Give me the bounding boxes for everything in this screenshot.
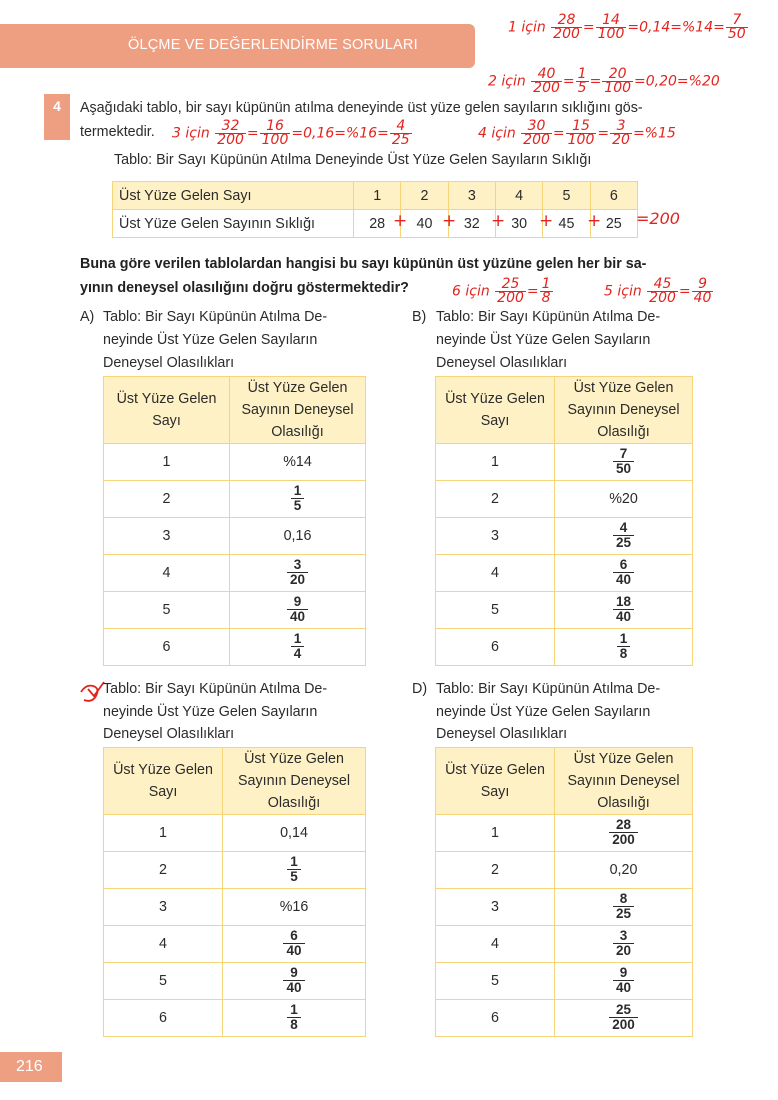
table-cell: 6 <box>104 1000 223 1037</box>
column-header-face: Üst Yüze Gelen Sayı <box>104 377 230 444</box>
table-cell: $\frac{6}{40}$ <box>555 555 693 592</box>
table-cell: 5 <box>543 182 590 210</box>
prompt-line2: yının deneysel olasılığını doğru göstermektedir? <box>80 280 409 296</box>
table-cell: 4 <box>495 182 542 210</box>
table-cell: 1 <box>436 815 555 852</box>
table-row <box>436 889 693 926</box>
table-cell: 1 <box>104 815 223 852</box>
table-cell: 1 <box>354 182 401 210</box>
option-c-table <box>103 747 366 1037</box>
table-cell: 4 <box>104 555 230 592</box>
table-row <box>436 629 693 666</box>
table-row <box>104 518 366 555</box>
table-cell: $\frac{4}{25}$ <box>555 518 693 555</box>
column-header-probability: Üst Yüze Gelen Sayının Deneysel Olasılığı <box>230 377 366 444</box>
table-row <box>436 481 693 518</box>
question-text-line2: termektedir. <box>80 124 155 140</box>
handwritten-plus: + <box>587 211 602 231</box>
table-row <box>104 592 366 629</box>
table-cell: 2 <box>104 481 230 518</box>
table-cell: $\frac{1}{5}$ <box>230 481 366 518</box>
option-c-title-line3: Deneysel Olasılıkları <box>103 726 235 742</box>
table-cell: 6 <box>436 629 555 666</box>
table-cell: $\frac{9}{40}$ <box>230 592 366 629</box>
table-cell: $\frac{8}{25}$ <box>555 889 693 926</box>
table-cell: %14 <box>230 444 366 481</box>
table-cell: 3 <box>436 889 555 926</box>
frequency-table <box>112 181 638 238</box>
table-row <box>104 852 366 889</box>
table-cell: $\frac{1}{5}$ <box>223 852 366 889</box>
table-cell: 3 <box>436 518 555 555</box>
handwritten-plus: + <box>539 211 554 231</box>
handwritten-note-5: 5 için $\frac{45}{200}$ = $\frac{9}{40}$ <box>604 276 712 306</box>
option-a-title-line2: neyinde Üst Yüze Gelen Sayıların <box>103 332 318 348</box>
table-cell: 32 <box>448 210 495 238</box>
table-cell: %20 <box>555 481 693 518</box>
table-cell: 3 <box>448 182 495 210</box>
table-row <box>436 518 693 555</box>
table-cell: 30 <box>495 210 542 238</box>
table-cell: %16 <box>223 889 366 926</box>
table-cell: $\frac{3}{20}$ <box>555 926 693 963</box>
table-cell: $\frac{9}{40}$ <box>223 963 366 1000</box>
table-cell: 6 <box>436 1000 555 1037</box>
table-row <box>436 926 693 963</box>
table-row <box>436 444 693 481</box>
section-header-banner <box>0 24 475 68</box>
table-row <box>104 889 366 926</box>
option-b-table <box>435 376 693 666</box>
table-cell: 2 <box>436 852 555 889</box>
table-row <box>104 629 366 666</box>
handwritten-plus: + <box>442 211 457 231</box>
column-header-probability: Üst Yüze Gelen Sayının Deneysel Olasılığı <box>555 748 693 815</box>
row-header-face: Üst Yüze Gelen Sayı <box>113 182 354 210</box>
row-header-frequency: Üst Yüze Gelen Sayının Sıklığı <box>113 210 354 238</box>
table-cell: $\frac{18}{40}$ <box>555 592 693 629</box>
option-c-letter[interactable] <box>82 677 97 701</box>
table-cell: $\frac{1}{8}$ <box>223 1000 366 1037</box>
option-c-title-line2: neyinde Üst Yüze Gelen Sayıların <box>103 704 318 720</box>
table-cell: 5 <box>104 592 230 629</box>
table-cell: $\frac{25}{200}$ <box>555 1000 693 1037</box>
option-b-title-line3: Deneysel Olasılıkları <box>436 355 568 371</box>
table-cell: $\frac{9}{40}$ <box>555 963 693 1000</box>
table-cell: 4 <box>104 926 223 963</box>
page-number: 216 <box>0 1052 62 1082</box>
handwritten-note-1: 1 için $\frac{28}{200}$ = $\frac{14}{100}$ =0,14=%14= $\frac{7}{50}$ <box>508 12 746 42</box>
table-cell: $\frac{3}{20}$ <box>230 555 366 592</box>
handwritten-note-6: 6 için $\frac{25}{200}$ = $\frac{1}{8}$ <box>452 276 551 306</box>
table-cell: $\frac{7}{50}$ <box>555 444 693 481</box>
column-header-face: Üst Yüze Gelen Sayı <box>436 748 555 815</box>
column-header-probability: Üst Yüze Gelen Sayının Deneysel Olasılığı <box>223 748 366 815</box>
handwritten-plus: + <box>491 211 506 231</box>
option-d-title-line3: Deneysel Olasılıkları <box>436 726 568 742</box>
column-header-probability: Üst Yüze Gelen Sayının Deneysel Olasılığı <box>555 377 693 444</box>
table-cell: 6 <box>104 629 230 666</box>
option-b-title-line2: neyinde Üst Yüze Gelen Sayıların <box>436 332 651 348</box>
table-cell: 5 <box>436 963 555 1000</box>
table-cell: 2 <box>401 182 448 210</box>
handwritten-total: =200 <box>636 209 680 228</box>
table-row <box>436 852 693 889</box>
table-row <box>104 815 366 852</box>
table-cell: $\frac{28}{200}$ <box>555 815 693 852</box>
frequency-table-title: Tablo: Bir Sayı Küpünün Atılma Deneyinde Üst Yüze Gelen Sayıların Sıklığı <box>114 152 592 168</box>
table-cell: $\frac{1}{8}$ <box>555 629 693 666</box>
table-cell: 28 <box>354 210 401 238</box>
table-row <box>104 926 366 963</box>
table-row <box>113 210 638 238</box>
table-cell: 1 <box>104 444 230 481</box>
table-cell: $\frac{1}{4}$ <box>230 629 366 666</box>
handwritten-note-2: 2 için $\frac{40}{200}$ = $\frac{1}{5}$ = $\frac{20}{100}$ =0,20=%20 <box>488 66 720 96</box>
option-d-letter[interactable]: D) <box>412 681 428 697</box>
table-row <box>104 555 366 592</box>
option-a-title-line1: Tablo: Bir Sayı Küpünün Atılma De- <box>103 309 328 325</box>
table-cell: 2 <box>104 852 223 889</box>
table-header-row <box>104 748 366 815</box>
table-row <box>436 963 693 1000</box>
table-cell: 45 <box>543 210 590 238</box>
option-a-title-line3: Deneysel Olasılıkları <box>103 355 235 371</box>
table-row <box>104 963 366 1000</box>
table-cell: 4 <box>436 926 555 963</box>
question-text-line1: Aşağıdaki tablo, bir sayı küpünün atılma deneyinde üst yüze gelen sayıların sıklığını gös- <box>80 100 643 116</box>
option-b-letter[interactable]: B) <box>412 309 427 325</box>
table-header-row <box>104 377 366 444</box>
table-row <box>104 444 366 481</box>
table-cell: 40 <box>401 210 448 238</box>
handwritten-note-3: 3 için $\frac{32}{200}$ = $\frac{16}{100}$ =0,16=%16= $\frac{4}{25}$ <box>172 118 410 148</box>
table-row <box>436 555 693 592</box>
table-cell: 6 <box>590 182 637 210</box>
option-a-table <box>103 376 366 666</box>
option-c-title-line1: Tablo: Bir Sayı Küpünün Atılma De- <box>103 681 328 697</box>
table-cell: 25 <box>590 210 637 238</box>
column-header-face: Üst Yüze Gelen Sayı <box>104 748 223 815</box>
handwritten-note-4: 4 için $\frac{30}{200}$ = $\frac{15}{100}$ = $\frac{3}{20}$ =%15 <box>478 118 676 148</box>
option-d-title-line2: neyinde Üst Yüze Gelen Sayıların <box>436 704 651 720</box>
table-cell: 0,20 <box>555 852 693 889</box>
table-row <box>104 1000 366 1037</box>
table-cell: 3 <box>104 518 230 555</box>
table-cell: 2 <box>436 481 555 518</box>
table-cell: $\frac{6}{40}$ <box>223 926 366 963</box>
table-row <box>436 592 693 629</box>
column-header-face: Üst Yüze Gelen Sayı <box>436 377 555 444</box>
question-number: 4 <box>44 94 70 140</box>
table-cell: 0,16 <box>230 518 366 555</box>
option-b-title-line1: Tablo: Bir Sayı Küpünün Atılma De- <box>436 309 661 325</box>
handwritten-plus: + <box>393 211 408 231</box>
table-cell: 5 <box>104 963 223 1000</box>
table-cell: 4 <box>436 555 555 592</box>
table-row <box>104 481 366 518</box>
table-header-row <box>436 748 693 815</box>
table-row <box>436 815 693 852</box>
table-row <box>436 1000 693 1037</box>
table-row <box>113 182 638 210</box>
prompt-line1: Buna göre verilen tablolardan hangisi bu sayı küpünün üst yüzüne gelen her bir sa- <box>80 256 647 272</box>
table-header-row <box>436 377 693 444</box>
table-cell: 1 <box>436 444 555 481</box>
option-d-title-line1: Tablo: Bir Sayı Küpünün Atılma De- <box>436 681 661 697</box>
option-d-table <box>435 747 693 1037</box>
option-a-letter[interactable]: A) <box>80 309 95 325</box>
table-cell: 3 <box>104 889 223 926</box>
table-cell: 0,14 <box>223 815 366 852</box>
section-title: ÖLÇME VE DEĞERLENDİRME SORULARI <box>128 37 418 53</box>
table-cell: 5 <box>436 592 555 629</box>
